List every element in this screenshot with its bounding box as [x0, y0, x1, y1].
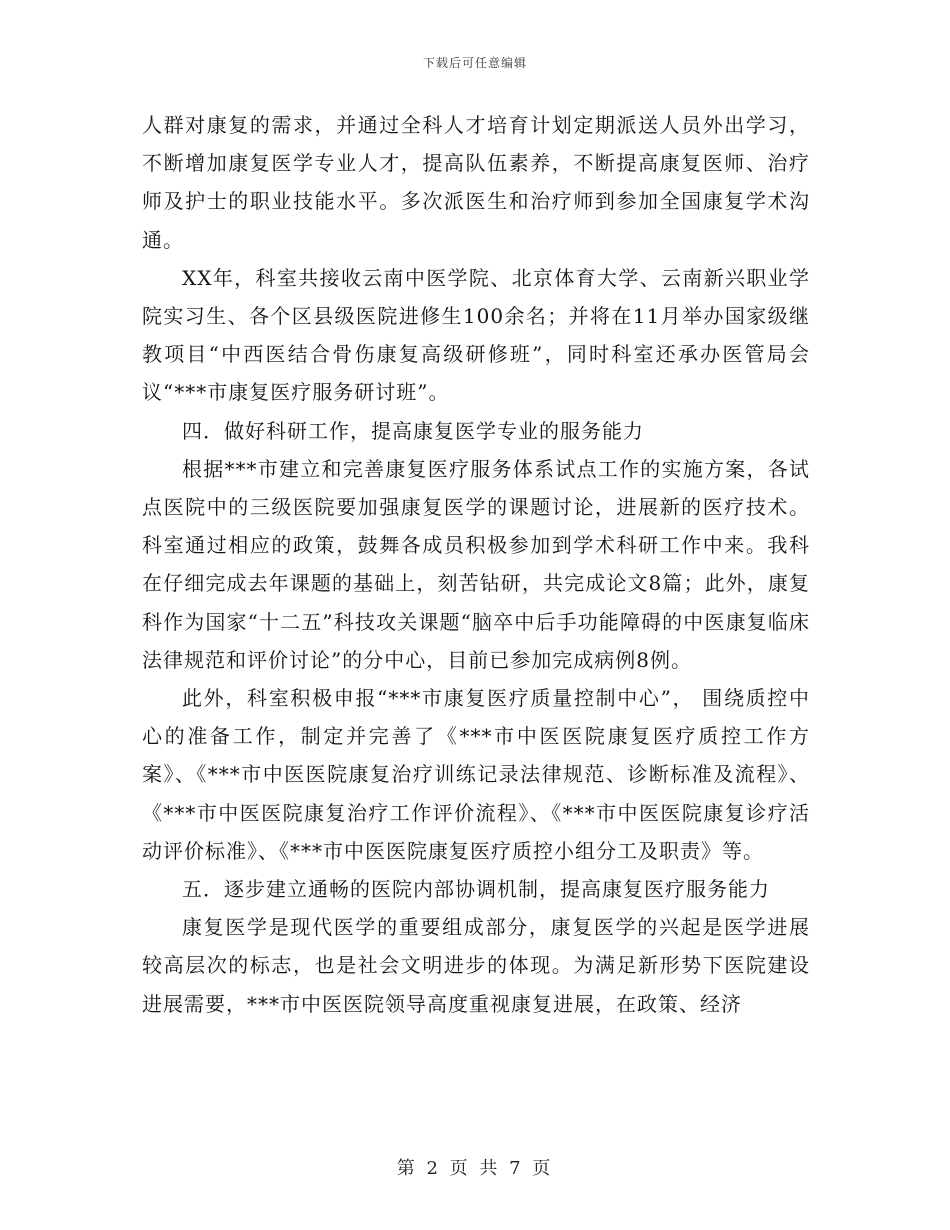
- paragraph-rehab-medicine: 康复医学是现代医学的重要组成部分，康复医学的兴起是医学进展较高层次的标志，也是社会文明进步的体现。为满足新形势下医院建设进展需要，***市中医医院领导高度重视康复进展，在政策、经济: [142, 915, 810, 1016]
- document-body: [142, 106, 810, 1023]
- section-heading-research: 四．做好科研工作，提高康复医学专业的服务能力: [182, 418, 644, 443]
- paragraph-research: 根据***市建立和完善康复医疗服务体系试点工作的实施方案，各试点医院中的三级医院要加强康复医学的课题讨论，进展新的医疗技术。科室通过相应的政策，鼓舞各成员积极参加到学术科研工作中来。我科在仔细完成去年课题的基础上，刻苦钻研，共完成论文8篇；此外，康复科作为国家“十二五”科技攻关课题“脑卒中后手功能障碍的中医康复临床法律规范和评价讨论”的分中心，目前已参加完成病例8例。: [142, 456, 810, 672]
- section-heading-coordination: 五．逐步建立通畅的医院内部协调机制，提高康复医疗服务能力: [182, 877, 770, 902]
- paragraph-internship: XX年，科室共接收云南中医学院、北京体育大学、云南新兴职业学院实习生、各个区县级医院进修生100余名；并将在11月举办国家级继教项目“中西医结合骨伤康复高级研修班”，同时科室还承办医管局会议“***市康复医疗服务研讨班”。: [142, 265, 810, 405]
- paragraph-continued: 人群对康复的需求，并通过全科人才培育计划定期派送人员外出学习，不断增加康复医学专业人才，提高队伍素养，不断提高康复医师、治疗师及护士的职业技能水平。多次派医生和治疗师到参加全国康复学术沟通。: [142, 113, 810, 252]
- page-header-note: 下载后可任意编辑: [422, 56, 527, 70]
- paragraph-quality-control: 此外，科室积极申报“***市康复医疗质量控制中心”， 围绕质控中心的准备工作，制定并完善了《***市中医医院康复医疗质控工作方案》、《***市中医医院康复治疗训练记录法律规范、诊断标准及流程》、《***市中医医院康复治疗工作评价流程》、《***市中医医院康复诊疗活动评价标准》、《***市中医医院康复医疗质控小组分工及职责》等。: [142, 686, 810, 863]
- page-number-footer: 第 2 页 共 7 页: [396, 1158, 554, 1179]
